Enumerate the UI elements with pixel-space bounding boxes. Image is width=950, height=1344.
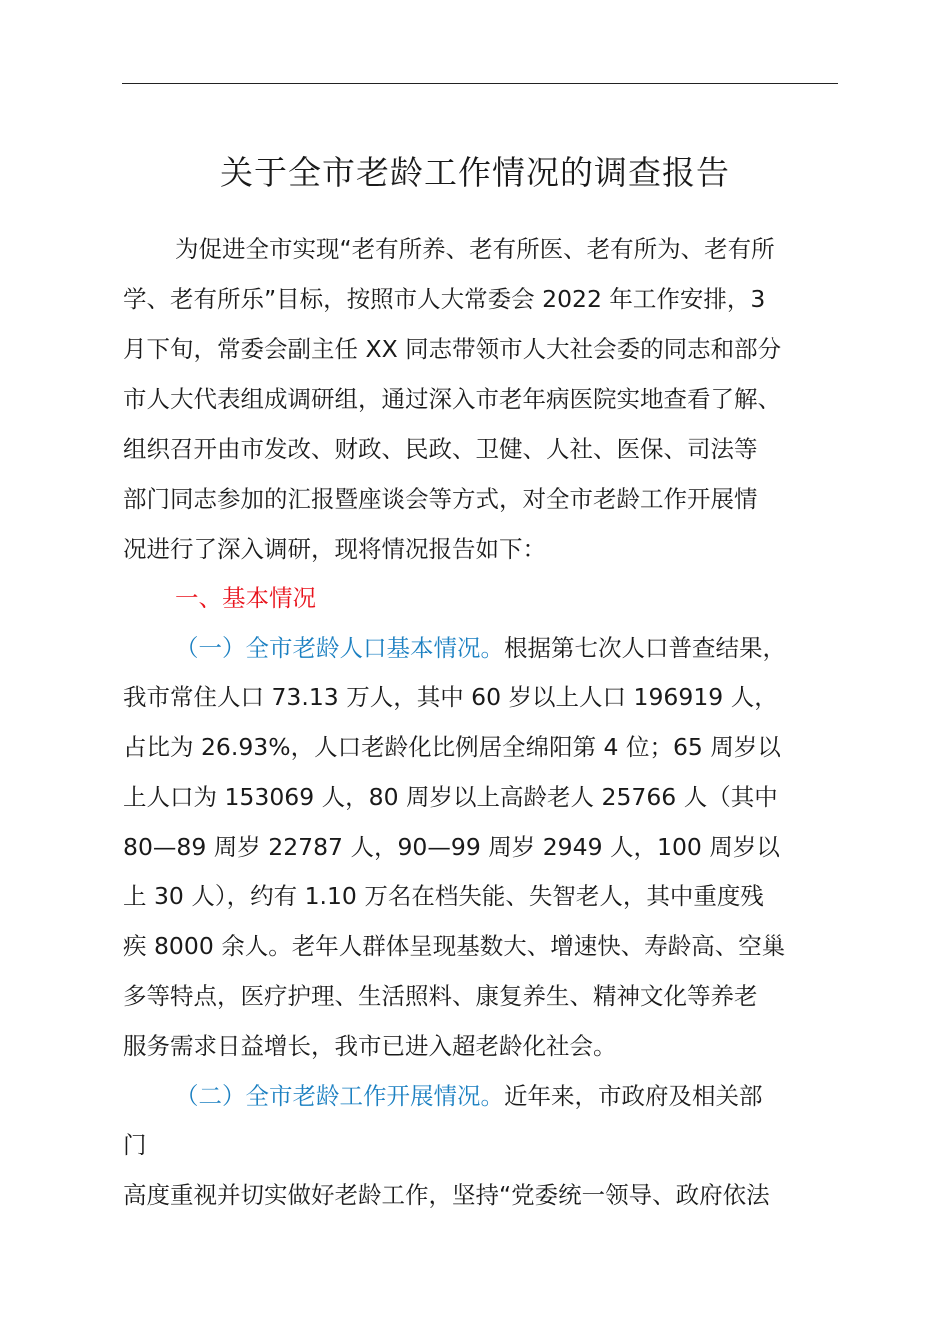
sub1-line-5: 上 30 人），约有 1.10 万名在档失能、失智老人，其中重度残 <box>123 882 764 910</box>
sub2-first-line <box>175 1071 763 1121</box>
sub1-line-1: 我市常住人口 73.13 万人，其中 60 岁以上人口 196919 人， <box>123 683 778 711</box>
intro-line-5: 组织召开由市发改、财政、民政、卫健、人社、医保、司法等 <box>123 435 758 463</box>
sub1-line-8: 服务需求日益增长，我市已进入超老龄化社会。 <box>123 1032 617 1060</box>
sub1-line-3: 上人口为 153069 人，80 周岁以上高龄老人 25766 人（其中 <box>123 783 778 811</box>
section-heading-basic: 一、基本情况 <box>175 584 316 612</box>
intro-line-3: 月下旬，常委会副主任 XX 同志带领市人大社会委的同志和部分 <box>123 335 782 363</box>
intro-line-2: 学、老有所乐”目标，按照市人大常委会 2022 年工作安排，3 <box>123 285 766 313</box>
sub2-line-1: 门 <box>123 1131 147 1159</box>
sub1-line-6: 疾 8000 余人。老年人群体呈现基数大、增速快、寿龄高、空巢 <box>123 932 786 960</box>
intro-line-6: 部门同志参加的汇报暨座谈会等方式，对全市老龄工作开展情 <box>123 485 758 513</box>
sub1-line-2: 占比为 26.93%，人口老龄化比例居全绵阳第 4 位；65 周岁以 <box>123 733 781 761</box>
sub1-first-line-text: 根据第七次人口普查结果， <box>504 634 786 662</box>
sub1-line-4: 80—89 周岁 22787 人，90—99 周岁 2949 人，100 周岁以 <box>123 833 780 861</box>
intro-line-4: 市人大代表组成调研组，通过深入市老年病医院实地查看了解、 <box>123 385 781 413</box>
intro-line-1: 为促进全市实现“老有所养、老有所医、老有所为、老有所 <box>175 235 775 263</box>
sub1-first-line <box>175 623 786 673</box>
sub2-line-2: 高度重视并切实做好老龄工作，坚持“党委统一领导、政府依法 <box>123 1181 770 1209</box>
sub1-heading: （一）全市老龄人口基本情况。 <box>175 634 504 662</box>
header-rule <box>122 83 838 84</box>
sub2-heading: （二）全市老龄工作开展情况。 <box>175 1082 504 1110</box>
sub2-first-line-text: 近年来，市政府及相关部 <box>504 1082 763 1110</box>
document-title: 关于全市老龄工作情况的调查报告 <box>220 153 730 192</box>
intro-line-7: 况进行了深入调研，现将情况报告如下： <box>123 535 546 563</box>
sub1-line-7: 多等特点，医疗护理、生活照料、康复养生、精神文化等养老 <box>123 982 758 1010</box>
